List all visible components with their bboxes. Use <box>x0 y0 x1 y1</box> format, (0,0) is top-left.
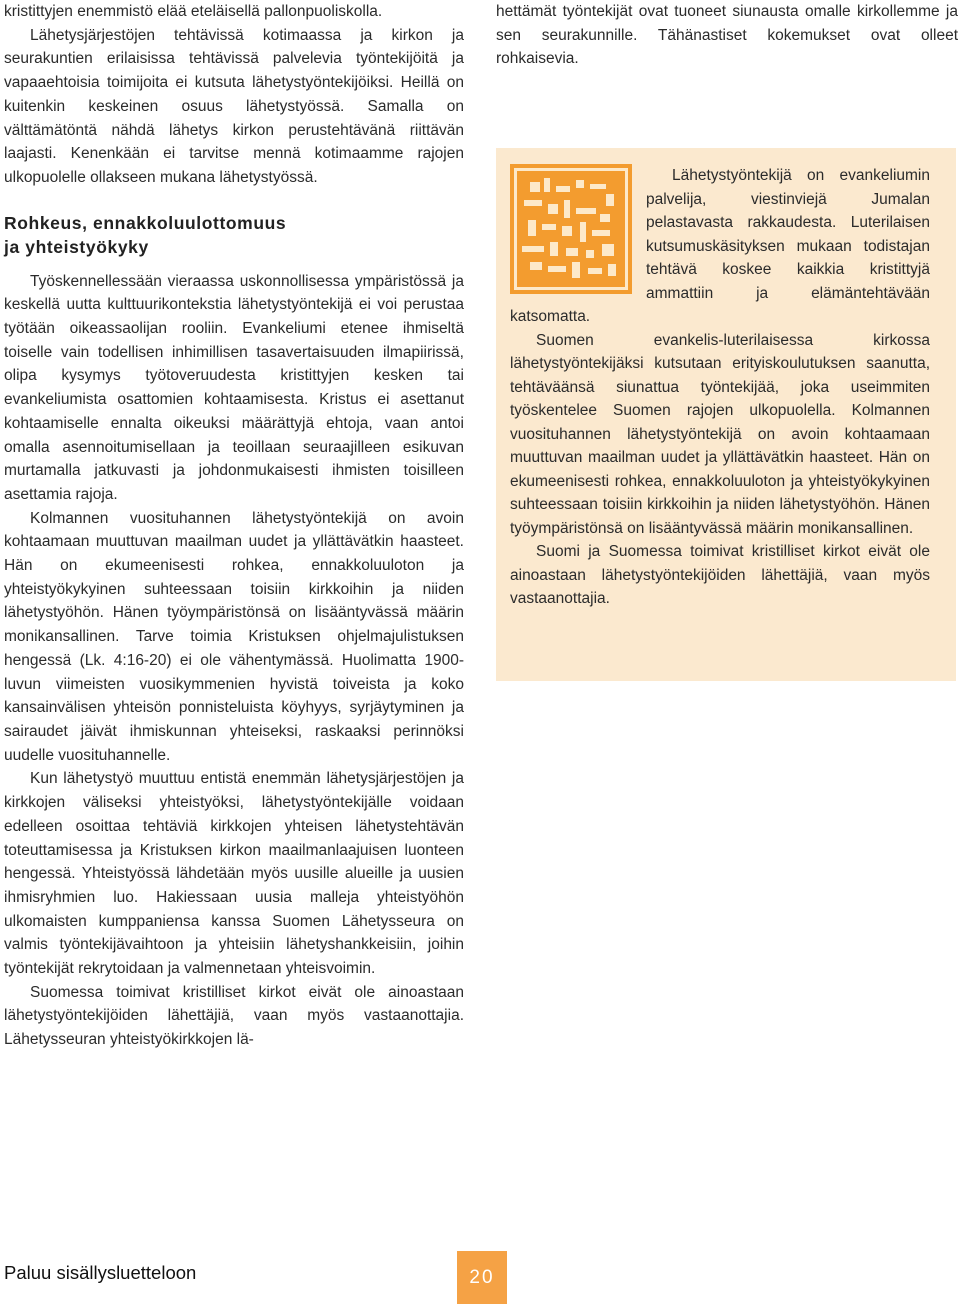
paragraph: Suomessa toimivat kristilliset kirkot eivät ole ainoastaan lähetystyöntekijöiden lähettäjiä, vaan myös vastaanottajia. Lähetysseuran yhteistyökirkkojen lä- <box>4 983 464 1049</box>
paragraph: Kolmannen vuosituhannen lähetystyöntekijä on avoin kohtaamaan muuttuvan maailman uudet ja yllättävätkin haasteet. Hän on ekumeenisesti rohkea, ennakkoluuloton ja yhteistyökykyinen suhteessaan toisiin kirkkoihin ja niiden lähetystyöhön. Hänen työympäristönsä on lisääntyvässä määrin monikansallinen. Tarve toimia Kristuksen ohjelmajulistuksen hengessä (Lk. 4:16-20) ei ole vähentymässä. Huolimatta 1900-luvun viimeisten vuosikymmenien hyvistä toiveista ja koko kansainvälisen yhteisön ponnisteluista köyhyys, syrjäytyminen ja sairaudet jäivät ihmiskunnan yhteiseksi, raskaaksi perinnöksi uudelle vuosituhannelle. <box>4 509 464 764</box>
box-paragraph: Suomi ja Suomessa toimivat kristilliset kirkot eivät ole ainoastaan lähetystyöntekijöiden lähettäjiä, vaan myös vastaanottajia. <box>510 543 930 607</box>
paragraph: Kun lähetystyö muuttuu entistä enemmän lähetysjärjestöjen ja kirkkojen väliseksi yhteistyöksi, lähetystyöntekijälle voidaan edelleen osoittaa tehtäviä kirkkojen yhteisen lähetystehtävän toteuttamisessa ja Kristuksen kirkon maailmanlaajuisen luonteen hengessä. Yhteistyössä lähdetään myös uusille alueille ja uusien ihmisryhmien luo. Hakiessaan uusia malleja yhteistyöhön ulkomaisten kumppaniensa kanssa Suomen Lähetysseura on valmis työntekijävaihtoon ja yhteisiin lähetyshankkeisiin, joihin työntekijät rekrytoidaan ja valmennetaan yhteisvoimin. <box>4 770 464 978</box>
heading-line-2: ja yhteistyökyky <box>4 236 149 257</box>
back-to-contents-link[interactable]: Paluu sisällysluetteloon <box>4 1262 197 1283</box>
page-number-badge <box>457 1251 507 1304</box>
sidebar-box <box>496 148 956 681</box>
illustration-graphic <box>510 164 632 294</box>
illustration-image <box>510 164 632 294</box>
box-paragraph: Lähetystyöntekijä on evankeliumin palvelija, viestinviejä Jumalan pelastavasta rakkaudesta. Luterilaisen kutsumuskäsityksen mukaan todistajan tehtävä koskee kaikkia kristittyjä ammattiin ja elämäntehtävään katsomatta. <box>510 167 930 325</box>
right-column <box>496 0 958 71</box>
paragraph-continued: kristittyjen enemmistö elää eteläisellä pallonpuoliskolla. <box>4 3 383 20</box>
page-number: 20 <box>469 1266 495 1288</box>
paragraph-continued: hettämät työntekijät ovat tuoneet siunausta omalle kirkollemme ja sen seurakunnille. Tähänastiset kokemukset ovat olleet rohkaisevia. <box>496 3 958 67</box>
paragraph: Työskennellessään vieraassa uskonnollisessa ympäristössä ja keskellä uutta kulttuurikontekstia lähetystyöntekijä ei voi perustaa työtään oikeassaolijan rooliin. Evankeliumi etenee ihmiseltä toiselle vain todellisen inhimillisen tasavertaisuuden ilmapiirissä, olipa kysymys työtoveruudesta kristittyjen kesken tai evankeliumista osattomien kohtaamisesta. Kristus ei asettanut kohtaamiselle ennalta oikeuksi määrättyjä ehtoja, vaan antoi omalla asennoitumisellaan ja teoillaan seuraajilleen esikuvan murtamalla jatkuvasti ja johdonmukaisesti ihmisten toisilleen asettamia rajoja. <box>4 272 464 503</box>
paragraph: Lähetysjärjestöjen tehtävissä kotimaassa ja kirkon ja seurakuntien erilaisissa tehtävissä palvelevia työntekijöitä ja vapaaehtoisia toimijoita ei kutsuta lähetystyöntekijöiksi. Heillä on kuitenkin keskeinen osuus lähetystyössä. Samalla on välttämätöntä nähdä lähetys kirkon perustehtävänä riittävän laajasti. Kenenkään ei tarvitse mennä kotimaamme rajojen ulkopuolelle ollakseen mukana lähetystyössä. <box>4 26 464 186</box>
heading-line-1: Rohkeus, ennakkoluulottomuus <box>4 212 287 233</box>
section-heading <box>4 211 464 259</box>
box-paragraph: Suomen evankelis-luterilaisessa kirkossa lähetystyöntekijäksi kutsutaan erityiskoulutuksen saanutta, tehtäväänsä siunattua työntekijää, joka useimmiten työskentelee Suomen rajojen ulkopuolella. Kolmannen vuosituhannen lähetystyöntekijä on avoin kohtaamaan muuttuvan maailman uudet ja yllättävätkin haasteet. Hän on ekumeenisesti rohkea, ennakkoluuloton ja yhteistyökykyinen suhteessaan toisiin kirkkoihin ja niiden lähetystyöhön. Hänen työympäristönsä on lisääntyvässä määrin monikansallinen. <box>510 331 930 537</box>
left-column <box>4 0 464 1052</box>
